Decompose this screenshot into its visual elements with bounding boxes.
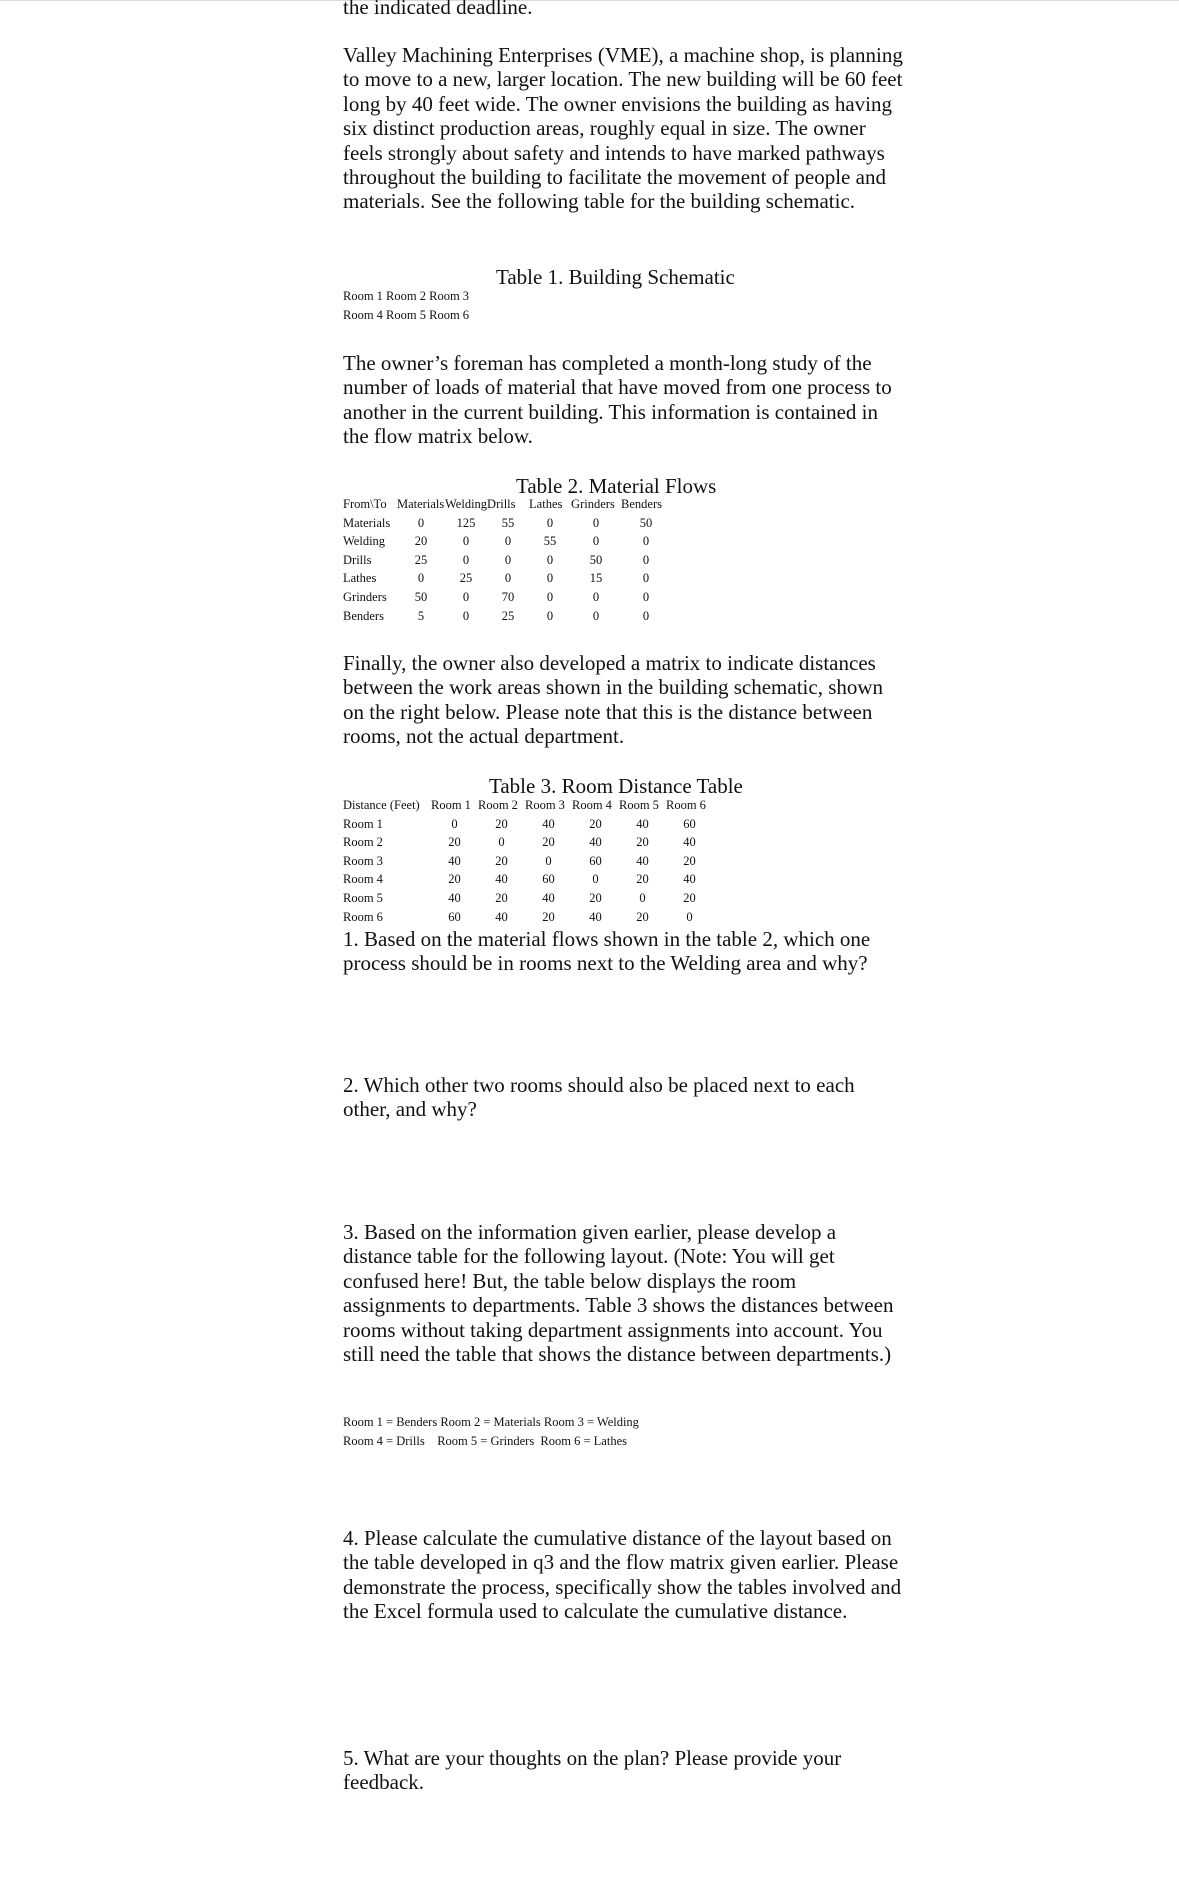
room-distance-table: [343, 796, 713, 926]
question-2: 2. Which other two rooms should also be placed next to each other, and why?: [343, 1073, 855, 1122]
material-flows-table: [343, 495, 671, 625]
table3-row: [343, 908, 713, 927]
table3-cell: 20: [448, 872, 461, 887]
table3-cell: 20: [495, 890, 508, 905]
table2-header-cell: Grinders: [571, 497, 615, 511]
table3-header-cell: Room 4: [572, 798, 612, 812]
table2-cell: 0: [504, 552, 512, 567]
table3-cell: 40: [448, 890, 461, 905]
table2-cell: 25: [501, 608, 515, 623]
table2-cell: 50: [414, 589, 428, 604]
table3-row-label: Room 4: [343, 872, 383, 887]
table3-cell: 20: [542, 909, 555, 924]
table2-cell: 50: [639, 515, 653, 530]
table3-cell: 0: [498, 835, 505, 850]
table3-cell: 40: [636, 816, 649, 831]
table3-cell: 20: [683, 853, 696, 868]
table2-cell: 0: [546, 608, 554, 623]
table3-cell: 60: [542, 872, 555, 887]
table2-row-label: Materials: [343, 515, 391, 530]
table2-header-cell: From\To: [343, 497, 387, 511]
table3-cell: 40: [448, 853, 461, 868]
table3-cell: 0: [545, 853, 552, 868]
table3-cell: 60: [448, 909, 461, 924]
table3-cell: 0: [451, 816, 458, 831]
table3-cell: 20: [683, 890, 696, 905]
table2-cell: 15: [589, 571, 603, 586]
distance-paragraph: Finally, the owner also developed a matrix to indicate distances between the work areas shown in the building schematic, shown on the right below. Please note that this is the distance between rooms, not the actual department.: [343, 651, 884, 749]
table2-header-cell: Benders: [621, 497, 663, 511]
table3-cell: 0: [592, 872, 599, 887]
table2-cell: 0: [546, 515, 554, 530]
question-4: 4. Please calculate the cumulative distance of the layout based on the table developed in q3 and the flow matrix given earlier. Please demonstrate the process, specifically show the tables involved and the Excel formula used to calculate the cumulative distance.: [343, 1526, 902, 1624]
table2-cell: 25: [459, 571, 473, 586]
table1-title: Table 1. Building Schematic: [496, 265, 735, 289]
table3-row-label: Room 1: [343, 816, 383, 831]
table3-cell: 20: [589, 890, 602, 905]
table3-header-row: [343, 796, 713, 815]
table2-cell: 0: [642, 589, 650, 604]
table3-cell: 20: [448, 835, 461, 850]
table2-cell: 20: [414, 534, 428, 549]
table3-row-label: Room 3: [343, 853, 383, 868]
table2-header-cell: Materials: [397, 497, 445, 511]
table2-cell: 0: [642, 571, 650, 586]
table2-cell: 0: [592, 534, 600, 549]
table2-cell: 70: [501, 589, 515, 604]
table3-row: [343, 833, 713, 852]
table3-cell: 40: [636, 853, 649, 868]
room-assignment-row-2: Room 4 = Drills Room 5 = Grinders Room 6 = Lathes: [343, 1433, 627, 1448]
table2-cell: 0: [504, 534, 512, 549]
table3-row: [343, 852, 713, 871]
table3-cell: 40: [589, 909, 602, 924]
table3-header-cell: Distance (Feet): [343, 798, 420, 812]
table2-header-cell: Welding: [445, 497, 488, 511]
table3-cell: 20: [495, 853, 508, 868]
table1-schematic: [343, 287, 469, 324]
question-3: 3. Based on the information given earlier, please develop a distance table for the following layout. (Note: You will get confused here! But, the table below displays the room assignments to departments. Table 3 shows the distances between rooms without taking department assignments into account. You still need the table that shows the distance between departments.): [343, 1220, 894, 1367]
table2-header-row: [343, 495, 671, 514]
table3-title: Table 3. Room Distance Table: [489, 774, 743, 798]
table1-row-1: Room 1 Room 2 Room 3: [343, 289, 470, 303]
table3-cell: 40: [683, 872, 696, 887]
table3-row: [343, 870, 713, 889]
table3-cell: 40: [683, 835, 696, 850]
table3-header-cell: Room 5: [619, 798, 659, 812]
table2-cell: 50: [589, 552, 603, 567]
table3-row: [343, 815, 713, 834]
table2-cell: 0: [642, 552, 650, 567]
table3-cell: 40: [589, 835, 602, 850]
table2-row-label: Benders: [343, 608, 384, 623]
table3-header-cell: Room 6: [666, 798, 706, 812]
table3-cell: 60: [683, 816, 696, 831]
table2-row: [343, 514, 671, 533]
table2-cell: 0: [642, 534, 650, 549]
table3-cell: 40: [542, 890, 555, 905]
table2-cell: 0: [462, 589, 470, 604]
table3-cell: 20: [636, 909, 649, 924]
table3-cell: 40: [495, 909, 508, 924]
table3-cell: 40: [542, 816, 555, 831]
table2-cell: 0: [592, 608, 600, 623]
table3-cell: 20: [495, 816, 508, 831]
table3-row-label: Room 6: [343, 909, 383, 924]
table2-cell: 125: [456, 515, 476, 530]
question-5: 5. What are your thoughts on the plan? Please provide your feedback.: [343, 1746, 842, 1795]
table2-header-cell: Drills: [487, 497, 516, 511]
table2-cell: 0: [462, 552, 470, 567]
table2-row: [343, 607, 671, 626]
table2-cell: 0: [642, 608, 650, 623]
table2-cell: 0: [546, 589, 554, 604]
table3-cell: 20: [636, 872, 649, 887]
table2-cell: 0: [417, 515, 425, 530]
room-assignment-list: [343, 1413, 639, 1450]
table2-cell: 55: [501, 515, 515, 530]
table2-row-label: Lathes: [343, 571, 377, 586]
room-assignment-row-1: Room 1 = Benders Room 2 = Materials Room 3 = Welding: [343, 1415, 639, 1429]
question-1: 1. Based on the material flows shown in the table 2, which one process should be in rooms next to the Welding area and why?: [343, 927, 871, 976]
table3-cell: 20: [589, 816, 602, 831]
table2-cell: 0: [546, 571, 554, 586]
table2-cell: 5: [417, 608, 425, 623]
table3-row: [343, 889, 713, 908]
table2-title: Table 2. Material Flows: [516, 474, 717, 498]
table2-header-cell: Lathes: [529, 497, 563, 511]
table2-row: [343, 588, 671, 607]
table3-cell: 0: [686, 909, 693, 924]
table3-cell: 40: [495, 872, 508, 887]
table1-row-2: Room 4 Room 5 Room 6: [343, 307, 470, 322]
intro-fragment: the indicated deadline.: [343, 0, 533, 19]
table3-cell: 20: [542, 835, 555, 850]
table2-cell: 0: [462, 608, 470, 623]
foreman-paragraph: The owner’s foreman has completed a month-long study of the number of loads of material that have moved from one process to another in the current building. This information is contained in the flow matrix below.: [343, 351, 892, 449]
table3-header-cell: Room 2: [478, 798, 518, 812]
table2-row: [343, 551, 671, 570]
table3-cell: 20: [636, 835, 649, 850]
table2-cell: 55: [543, 534, 557, 549]
table2-cell: 0: [417, 571, 425, 586]
table2-cell: 0: [462, 534, 470, 549]
table3-cell: 60: [589, 853, 602, 868]
table3-row-label: Room 5: [343, 890, 383, 905]
table2-row: [343, 532, 671, 551]
table2-cell: 0: [504, 571, 512, 586]
table2-row-label: Grinders: [343, 589, 387, 604]
table3-row-label: Room 2: [343, 835, 383, 850]
table2-row-label: Drills: [343, 552, 372, 567]
table2-cell: 0: [592, 589, 600, 604]
table2-row: [343, 569, 671, 588]
table2-cell: 0: [546, 552, 554, 567]
table2-cell: 25: [414, 552, 428, 567]
table2-row-label: Welding: [343, 534, 386, 549]
table3-cell: 0: [639, 890, 646, 905]
table3-header-cell: Room 1: [431, 798, 471, 812]
intro-paragraph: Valley Machining Enterprises (VME), a machine shop, is planning to move to a new, larger location. The new building will be 60 feet long by 40 feet wide. The owner envisions the building as having six distinct production areas, roughly equal in size. The owner feels strongly about safety and intends to have marked pathways throughout the building to facilitate the movement of people and materials. See the following table for the building schematic.: [343, 43, 903, 214]
table3-header-cell: Room 3: [525, 798, 565, 812]
table2-cell: 0: [592, 515, 600, 530]
